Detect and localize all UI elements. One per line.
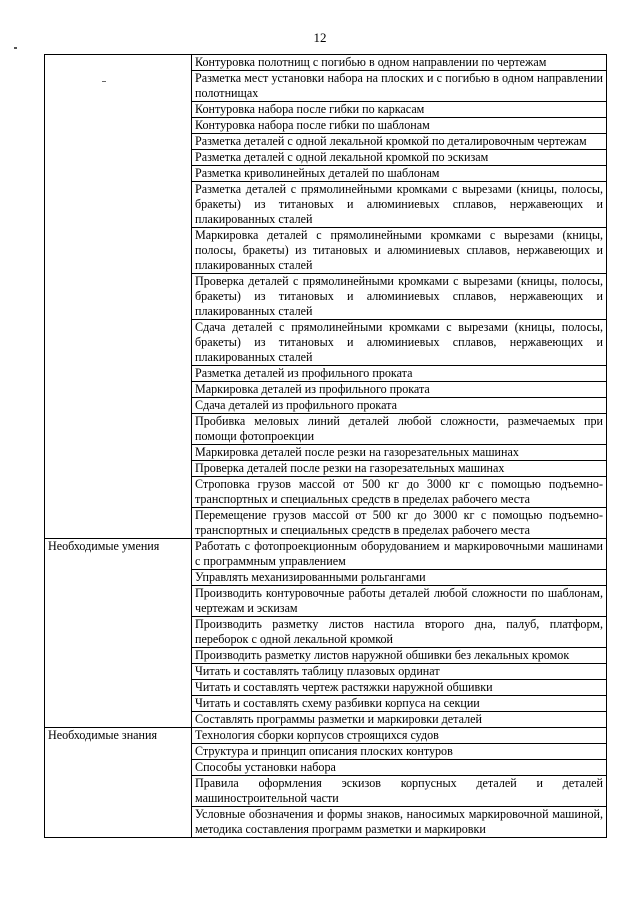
table-cell-item: Разметка деталей с одной лекальной кромкой по эскизам xyxy=(192,150,607,166)
table-cell-item: Способы установки набора xyxy=(192,760,607,776)
table-cell-item: Читать и составлять схему разбивки корпуса на секции xyxy=(192,696,607,712)
section-label: Необходимые умения xyxy=(45,539,192,728)
page-number: 12 xyxy=(313,30,327,45)
table-cell-item: Читать и составлять таблицу плазовых ординат xyxy=(192,664,607,680)
table-cell-item: Разметка деталей с одной лекальной кромкой по деталировочным чертежам xyxy=(192,134,607,150)
requirements-table-body xyxy=(45,55,607,838)
table-cell-item: Производить разметку листов настила второго дна, палуб, платформ, переборок с одной лекальной кромкой xyxy=(192,617,607,648)
table-cell-item: Структура и принцип описания плоских контуров xyxy=(192,744,607,760)
table-cell-item: Читать и составлять чертеж растяжки наружной обшивки xyxy=(192,680,607,696)
table-cell-item: Пробивка меловых линий деталей любой сложности, размечаемых при помощи фотопроекции xyxy=(192,414,607,445)
table-cell-item: Контуровка полотнищ с погибью в одном направлении по чертежам xyxy=(192,55,607,71)
table-cell-item: Условные обозначения и формы знаков, наносимых маркировочной машиной, методика составления программ разметки и маркировки xyxy=(192,807,607,838)
table-cell-item: Сдача деталей из профильного проката xyxy=(192,398,607,414)
table-cell-item: Производить разметку листов наружной обшивки без лекальных кромок xyxy=(192,648,607,664)
table-cell-item: Правила оформления эскизов корпусных деталей и деталей машиностроительной части xyxy=(192,776,607,807)
table-cell-item: Перемещение грузов массой от 500 кг до 3000 кг с помощью подъемно-транспортных и специальных средств в пределах рабочего места xyxy=(192,508,607,539)
table-cell-item: Контуровка набора после гибки по шаблонам xyxy=(192,118,607,134)
table-cell-item: Контуровка набора после гибки по каркасам xyxy=(192,102,607,118)
table-cell-item: Разметка деталей из профильного проката xyxy=(192,366,607,382)
table-cell-item: Разметка мест установки набора на плоских и с погибью в одном направлении полотнищах xyxy=(192,71,607,102)
table-row xyxy=(45,55,607,71)
table-cell-item: Технология сборки корпусов строящихся судов xyxy=(192,728,607,744)
section-label: Необходимые знания xyxy=(45,728,192,838)
table-cell-item: Производить контуровочные работы деталей любой сложности по шаблонам, чертежам и эскизам xyxy=(192,586,607,617)
scan-artifact xyxy=(14,47,17,49)
table-cell-item: Строповка грузов массой от 500 кг до 3000 кг с помощью подъемно-транспортных и специальных средств в пределах рабочего места xyxy=(192,477,607,508)
table-cell-item: Маркировка деталей из профильного проката xyxy=(192,382,607,398)
table-cell-item: Сдача деталей с прямолинейными кромками с вырезами (кницы, полосы, бракеты) из титановых и алюминиевых сплавов, нержавеющих и плакированных сталей xyxy=(192,320,607,366)
table-cell-item: Составлять программы разметки и маркировки деталей xyxy=(192,712,607,728)
table-cell-item: Разметка криволинейных деталей по шаблонам xyxy=(192,166,607,182)
table-cell-item: Управлять механизированными рольгангами xyxy=(192,570,607,586)
section-label xyxy=(45,55,192,539)
table-row xyxy=(45,728,607,744)
table-cell-item: Маркировка деталей после резки на газорезательных машинах xyxy=(192,445,607,461)
table-cell-item: Проверка деталей после резки на газорезательных машинах xyxy=(192,461,607,477)
requirements-table xyxy=(44,54,607,838)
table-cell-item: Проверка деталей с прямолинейными кромками с вырезами (кницы, полосы, бракеты) из титановых и алюминиевых сплавов, нержавеющих и плакированных сталей xyxy=(192,274,607,320)
table-row xyxy=(45,539,607,570)
table-cell-item: Работать с фотопроекционным оборудованием и маркировочными машинами с программным управлением xyxy=(192,539,607,570)
table-cell-item: Разметка деталей с прямолинейными кромками с вырезами (кницы, полосы, бракеты) из титановых и алюминиевых сплавов, нержавеющих и плакированных сталей xyxy=(192,182,607,228)
table-cell-item: Маркировка деталей с прямолинейными кромками с вырезами (кницы, полосы, бракеты) из титановых и алюминиевых сплавов, нержавеющих и плакированных сталей xyxy=(192,228,607,274)
